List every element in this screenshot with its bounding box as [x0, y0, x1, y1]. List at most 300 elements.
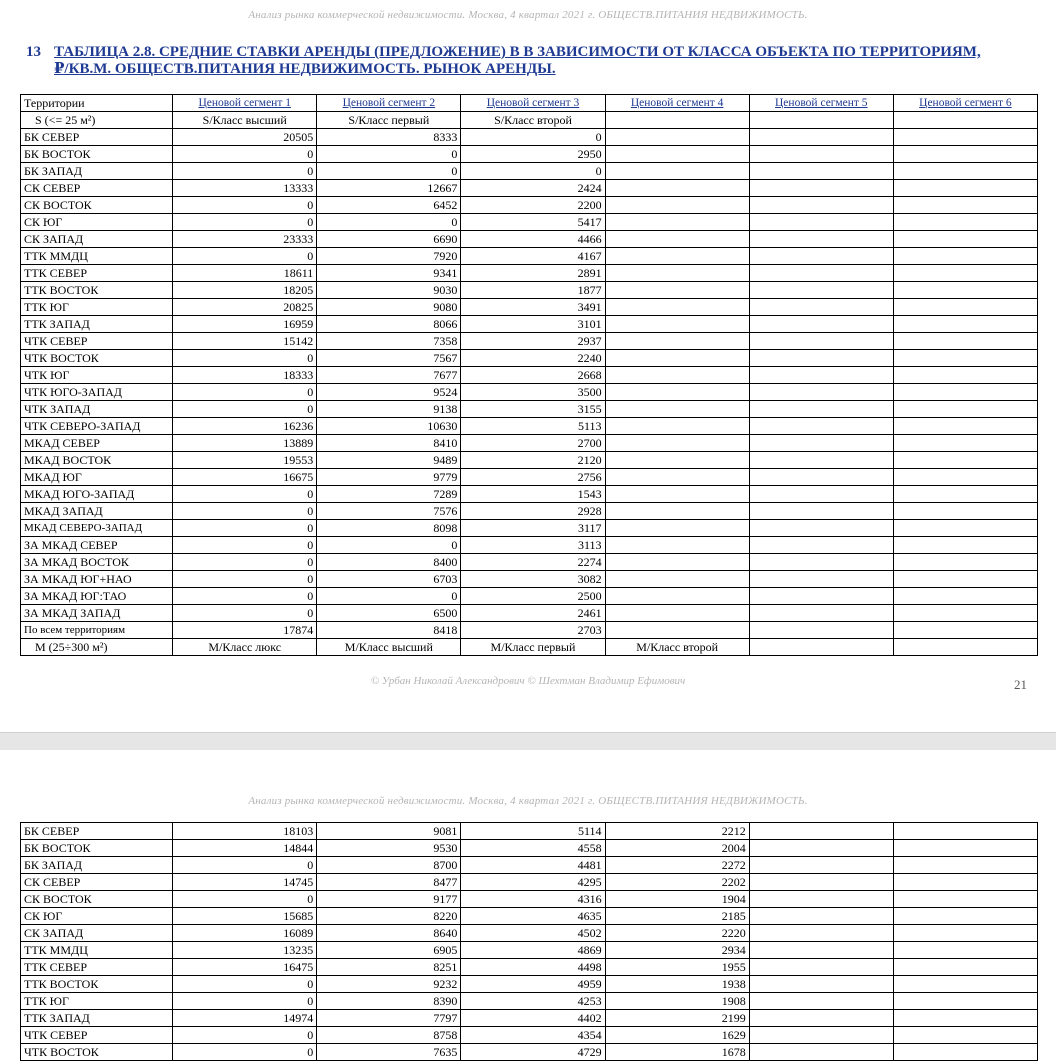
column-header-territory: Территории: [21, 95, 173, 112]
table-row: [21, 146, 1038, 163]
value-cell: [605, 452, 749, 469]
value-cell: [605, 503, 749, 520]
value-cell: 2220: [605, 925, 749, 942]
value-cell: [893, 874, 1037, 891]
value-cell: 9341: [317, 265, 461, 282]
value-cell: 8066: [317, 316, 461, 333]
value-cell: 18333: [173, 367, 317, 384]
value-cell: [749, 333, 893, 350]
value-cell: 7797: [317, 1010, 461, 1027]
value-cell: 14974: [173, 1010, 317, 1027]
territory-cell: МКАД ЮГ: [21, 469, 173, 486]
value-cell: [605, 146, 749, 163]
value-cell: 8640: [317, 925, 461, 942]
value-cell: [893, 857, 1037, 874]
value-cell: [605, 231, 749, 248]
territory-cell: ЧТК ЗАПАД: [21, 401, 173, 418]
value-cell: 4354: [461, 1027, 605, 1044]
territory-cell: СК ВОСТОК: [21, 197, 173, 214]
column-header-segment-2[interactable]: Ценовой сегмент 2: [317, 95, 461, 112]
value-cell: 7635: [317, 1044, 461, 1061]
value-cell: [605, 248, 749, 265]
column-header-segment-1[interactable]: Ценовой сегмент 1: [173, 95, 317, 112]
value-cell: [749, 299, 893, 316]
value-cell: 8477: [317, 874, 461, 891]
value-cell: 8251: [317, 959, 461, 976]
value-cell: [893, 486, 1037, 503]
value-cell: 0: [173, 146, 317, 163]
value-cell: 1678: [605, 1044, 749, 1061]
value-cell: [749, 1027, 893, 1044]
value-cell: 2928: [461, 503, 605, 520]
value-cell: [605, 537, 749, 554]
table-row: [21, 265, 1038, 282]
class-label: S/Класс высший: [173, 112, 317, 129]
territory-cell: СК ЮГ: [21, 908, 173, 925]
class-label: S/Класс первый: [317, 112, 461, 129]
value-cell: 18205: [173, 282, 317, 299]
value-cell: 8220: [317, 908, 461, 925]
size-label: M (25÷300 м²): [21, 639, 173, 656]
value-cell: [749, 874, 893, 891]
value-cell: [893, 554, 1037, 571]
value-cell: 0: [173, 993, 317, 1010]
table-row: [21, 452, 1038, 469]
value-cell: [749, 350, 893, 367]
territory-cell: ТТК ЮГ: [21, 299, 173, 316]
table-row: [21, 823, 1038, 840]
value-cell: 2274: [461, 554, 605, 571]
territory-cell: ЗА МКАД СЕВЕР: [21, 537, 173, 554]
page-separator: [0, 732, 1056, 752]
value-cell: [749, 993, 893, 1010]
value-cell: [893, 384, 1037, 401]
value-cell: [749, 908, 893, 925]
territory-cell: БК ВОСТОК: [21, 146, 173, 163]
class-label: M/Класс люкс: [173, 639, 317, 656]
value-cell: 2240: [461, 350, 605, 367]
value-cell: [893, 248, 1037, 265]
value-cell: [749, 163, 893, 180]
value-cell: [605, 367, 749, 384]
value-cell: [749, 537, 893, 554]
table-row: [21, 418, 1038, 435]
value-cell: 2272: [605, 857, 749, 874]
value-cell: 17874: [173, 622, 317, 639]
territory-cell: МКАД ЮГО-ЗАПАД: [21, 486, 173, 503]
value-cell: [749, 231, 893, 248]
territory-cell: ЧТК СЕВЕР: [21, 1027, 173, 1044]
territory-cell: СК ВОСТОК: [21, 891, 173, 908]
value-cell: 8400: [317, 554, 461, 571]
value-cell: 2668: [461, 367, 605, 384]
table-row: [21, 1044, 1038, 1061]
table-row: [21, 180, 1038, 197]
table-row: [21, 503, 1038, 520]
value-cell: [893, 367, 1037, 384]
table-row: [21, 908, 1038, 925]
value-cell: 2950: [461, 146, 605, 163]
value-cell: 1938: [605, 976, 749, 993]
value-cell: [605, 350, 749, 367]
value-cell: 9177: [317, 891, 461, 908]
value-cell: 0: [173, 197, 317, 214]
table-row: [21, 350, 1038, 367]
value-cell: 0: [173, 1044, 317, 1061]
table-row: [21, 588, 1038, 605]
value-cell: [605, 384, 749, 401]
value-cell: 2004: [605, 840, 749, 857]
value-cell: 9138: [317, 401, 461, 418]
class-label: [749, 112, 893, 129]
value-cell: 4635: [461, 908, 605, 925]
value-cell: [893, 469, 1037, 486]
copyright-footer: © Урбан Николай Александрович © Шехтман Владимир Ефимович: [370, 675, 686, 687]
value-cell: 6690: [317, 231, 461, 248]
value-cell: [893, 503, 1037, 520]
value-cell: 9232: [317, 976, 461, 993]
value-cell: [749, 925, 893, 942]
territory-cell: ЗА МКАД ЮГ+НАО: [21, 571, 173, 588]
value-cell: [605, 265, 749, 282]
territory-cell: МКАД СЕВЕРО-ЗАПАД: [21, 520, 173, 537]
territory-cell: ТТК ММДЦ: [21, 942, 173, 959]
value-cell: 0: [173, 163, 317, 180]
value-cell: 0: [173, 248, 317, 265]
value-cell: 0: [173, 891, 317, 908]
territory-cell: ТТК ВОСТОК: [21, 976, 173, 993]
value-cell: [749, 469, 893, 486]
value-cell: [893, 129, 1037, 146]
value-cell: 2703: [461, 622, 605, 639]
value-cell: 15685: [173, 908, 317, 925]
value-cell: 3117: [461, 520, 605, 537]
value-cell: [749, 891, 893, 908]
value-cell: 13889: [173, 435, 317, 452]
territory-cell: ЧТК ВОСТОК: [21, 350, 173, 367]
value-cell: 18611: [173, 265, 317, 282]
value-cell: 0: [173, 520, 317, 537]
value-cell: 6500: [317, 605, 461, 622]
value-cell: 3082: [461, 571, 605, 588]
value-cell: 3101: [461, 316, 605, 333]
value-cell: 8333: [317, 129, 461, 146]
value-cell: [749, 401, 893, 418]
table-row: [21, 959, 1038, 976]
table-row: [21, 976, 1038, 993]
value-cell: [605, 588, 749, 605]
value-cell: [749, 146, 893, 163]
value-cell: 1877: [461, 282, 605, 299]
value-cell: 4502: [461, 925, 605, 942]
table-row: [21, 316, 1038, 333]
table-row: [21, 197, 1038, 214]
value-cell: 0: [173, 554, 317, 571]
column-header-segment-4[interactable]: Ценовой сегмент 4: [605, 95, 749, 112]
value-cell: [893, 976, 1037, 993]
territory-cell: ТТК СЕВЕР: [21, 265, 173, 282]
value-cell: [605, 571, 749, 588]
value-cell: 16675: [173, 469, 317, 486]
table-row: [21, 248, 1038, 265]
value-cell: [749, 959, 893, 976]
value-cell: 8410: [317, 435, 461, 452]
table-row: [21, 537, 1038, 554]
territory-cell: СК ЗАПАД: [21, 231, 173, 248]
value-cell: 0: [173, 1027, 317, 1044]
value-cell: [893, 265, 1037, 282]
value-cell: 0: [317, 163, 461, 180]
page-number: 21: [1014, 677, 1027, 692]
value-cell: 19553: [173, 452, 317, 469]
value-cell: 5417: [461, 214, 605, 231]
value-cell: 8758: [317, 1027, 461, 1044]
value-cell: 20505: [173, 129, 317, 146]
value-cell: [893, 840, 1037, 857]
bottom-row: [21, 639, 1038, 656]
value-cell: 4253: [461, 993, 605, 1010]
value-cell: [605, 435, 749, 452]
class-label: [605, 112, 749, 129]
class-label: [893, 639, 1037, 656]
class-label: [893, 112, 1037, 129]
value-cell: 2937: [461, 333, 605, 350]
value-cell: 0: [317, 588, 461, 605]
value-cell: [893, 1010, 1037, 1027]
value-cell: [893, 588, 1037, 605]
value-cell: [893, 163, 1037, 180]
value-cell: [893, 180, 1037, 197]
table-row: [21, 605, 1038, 622]
value-cell: 1955: [605, 959, 749, 976]
value-cell: 5114: [461, 823, 605, 840]
value-cell: [893, 435, 1037, 452]
value-cell: [893, 823, 1037, 840]
value-cell: 8700: [317, 857, 461, 874]
seg-row: [21, 95, 1038, 112]
territory-cell: ЧТК ЮГО-ЗАПАД: [21, 384, 173, 401]
table-row: [21, 282, 1038, 299]
table-row: [21, 163, 1038, 180]
value-cell: 7289: [317, 486, 461, 503]
table-row: [21, 1027, 1038, 1044]
value-cell: 16959: [173, 316, 317, 333]
table-row: [21, 925, 1038, 942]
value-cell: [893, 520, 1037, 537]
value-cell: 16089: [173, 925, 317, 942]
value-cell: 3113: [461, 537, 605, 554]
value-cell: 8418: [317, 622, 461, 639]
value-cell: [893, 214, 1037, 231]
territory-cell: СК ЗАПАД: [21, 925, 173, 942]
value-cell: [749, 367, 893, 384]
table-row: [21, 469, 1038, 486]
value-cell: 10630: [317, 418, 461, 435]
territory-cell: ЗА МКАД ЮГ:ТАО: [21, 588, 173, 605]
territory-cell: МКАД СЕВЕР: [21, 435, 173, 452]
value-cell: 15142: [173, 333, 317, 350]
value-cell: [749, 571, 893, 588]
value-cell: 1904: [605, 891, 749, 908]
value-cell: [749, 214, 893, 231]
value-cell: 4869: [461, 942, 605, 959]
value-cell: [749, 418, 893, 435]
value-cell: 7567: [317, 350, 461, 367]
value-cell: 16236: [173, 418, 317, 435]
value-cell: 2756: [461, 469, 605, 486]
value-cell: 1908: [605, 993, 749, 1010]
value-cell: [893, 401, 1037, 418]
value-cell: [893, 231, 1037, 248]
value-cell: [893, 316, 1037, 333]
table-row: [21, 435, 1038, 452]
value-cell: [605, 486, 749, 503]
value-cell: 2700: [461, 435, 605, 452]
value-cell: 23333: [173, 231, 317, 248]
value-cell: 2934: [605, 942, 749, 959]
class-label: M/Класс первый: [461, 639, 605, 656]
rent-rates-table: [20, 94, 1038, 656]
value-cell: 4316: [461, 891, 605, 908]
value-cell: [893, 622, 1037, 639]
value-cell: 3500: [461, 384, 605, 401]
value-cell: [893, 942, 1037, 959]
territory-cell: ТТК ЗАПАД: [21, 316, 173, 333]
heading-title-line2[interactable]: ₽/КВ.М. ОБЩЕСТВ.ПИТАНИЯ НЕДВИЖИМОСТЬ. РЫНОК АРЕНДЫ.: [54, 61, 556, 77]
value-cell: [749, 1010, 893, 1027]
value-cell: 2199: [605, 1010, 749, 1027]
value-cell: 0: [173, 503, 317, 520]
value-cell: [605, 197, 749, 214]
value-cell: 4498: [461, 959, 605, 976]
table-heading[interactable]: [26, 44, 1036, 78]
territory-cell: БК ВОСТОК: [21, 840, 173, 857]
table-row: [21, 874, 1038, 891]
value-cell: 2185: [605, 908, 749, 925]
value-cell: 0: [173, 605, 317, 622]
territory-cell: СК СЕВЕР: [21, 874, 173, 891]
table-row: [21, 993, 1038, 1010]
territory-cell: ЧТК ВОСТОК: [21, 1044, 173, 1061]
value-cell: [893, 1044, 1037, 1061]
value-cell: [893, 537, 1037, 554]
table-row: [21, 333, 1038, 350]
value-cell: [749, 486, 893, 503]
value-cell: [605, 129, 749, 146]
value-cell: 0: [461, 163, 605, 180]
heading-number: 13: [26, 44, 41, 60]
table-row: [21, 486, 1038, 503]
value-cell: 13235: [173, 942, 317, 959]
value-cell: 2120: [461, 452, 605, 469]
value-cell: [749, 823, 893, 840]
heading-title-line1[interactable]: ТАБЛИЦА 2.8. СРЕДНИЕ СТАВКИ АРЕНДЫ (ПРЕДЛОЖЕНИЕ) В В ЗАВИСИМОСТИ ОТ КЛАССА ОБЪЕКТА ПО ТЕРРИТОРИЯМ,: [54, 44, 981, 60]
value-cell: 4959: [461, 976, 605, 993]
value-cell: [893, 282, 1037, 299]
size-label: S (<= 25 м²): [21, 112, 173, 129]
value-cell: 3491: [461, 299, 605, 316]
value-cell: 8390: [317, 993, 461, 1010]
value-cell: 7920: [317, 248, 461, 265]
territory-cell: БК СЕВЕР: [21, 823, 173, 840]
column-header-segment-3[interactable]: Ценовой сегмент 3: [461, 95, 605, 112]
value-cell: 4295: [461, 874, 605, 891]
value-cell: [605, 418, 749, 435]
value-cell: [893, 333, 1037, 350]
value-cell: 4729: [461, 1044, 605, 1061]
value-cell: [749, 129, 893, 146]
value-cell: [749, 197, 893, 214]
value-cell: 0: [317, 146, 461, 163]
value-cell: 2202: [605, 874, 749, 891]
value-cell: [605, 401, 749, 418]
value-cell: 14844: [173, 840, 317, 857]
value-cell: 9530: [317, 840, 461, 857]
value-cell: [605, 622, 749, 639]
value-cell: 3155: [461, 401, 605, 418]
table-row: [21, 231, 1038, 248]
value-cell: 0: [317, 537, 461, 554]
territory-cell: МКАД ЗАПАД: [21, 503, 173, 520]
value-cell: 4481: [461, 857, 605, 874]
value-cell: [893, 908, 1037, 925]
table-row: [21, 554, 1038, 571]
value-cell: 8098: [317, 520, 461, 537]
value-cell: [605, 316, 749, 333]
value-cell: [749, 248, 893, 265]
value-cell: [893, 146, 1037, 163]
territory-cell: БК ЗАПАД: [21, 163, 173, 180]
value-cell: [749, 503, 893, 520]
value-cell: [749, 384, 893, 401]
value-cell: [749, 452, 893, 469]
value-cell: [893, 959, 1037, 976]
value-cell: 2212: [605, 823, 749, 840]
value-cell: 7677: [317, 367, 461, 384]
column-header-segment-5[interactable]: Ценовой сегмент 5: [749, 95, 893, 112]
value-cell: 4402: [461, 1010, 605, 1027]
table-row: [21, 129, 1038, 146]
rent-rates-table-continued: [20, 822, 1038, 1061]
value-cell: 2500: [461, 588, 605, 605]
table-row: [21, 857, 1038, 874]
territory-cell: ЗА МКАД ЗАПАД: [21, 605, 173, 622]
value-cell: [749, 857, 893, 874]
territory-cell: По всем территориям: [21, 622, 173, 639]
value-cell: 0: [173, 571, 317, 588]
value-cell: 4558: [461, 840, 605, 857]
value-cell: 16475: [173, 959, 317, 976]
value-cell: [893, 418, 1037, 435]
value-cell: [749, 282, 893, 299]
value-cell: [749, 1044, 893, 1061]
value-cell: [749, 265, 893, 282]
value-cell: 4167: [461, 248, 605, 265]
value-cell: 1543: [461, 486, 605, 503]
value-cell: [605, 605, 749, 622]
value-cell: [605, 520, 749, 537]
column-header-segment-6[interactable]: Ценовой сегмент 6: [893, 95, 1037, 112]
value-cell: [893, 571, 1037, 588]
territory-cell: СК СЕВЕР: [21, 180, 173, 197]
value-cell: [749, 605, 893, 622]
value-cell: 7576: [317, 503, 461, 520]
value-cell: [749, 976, 893, 993]
value-cell: 4466: [461, 231, 605, 248]
value-cell: [749, 520, 893, 537]
value-cell: 6905: [317, 942, 461, 959]
value-cell: [605, 333, 749, 350]
